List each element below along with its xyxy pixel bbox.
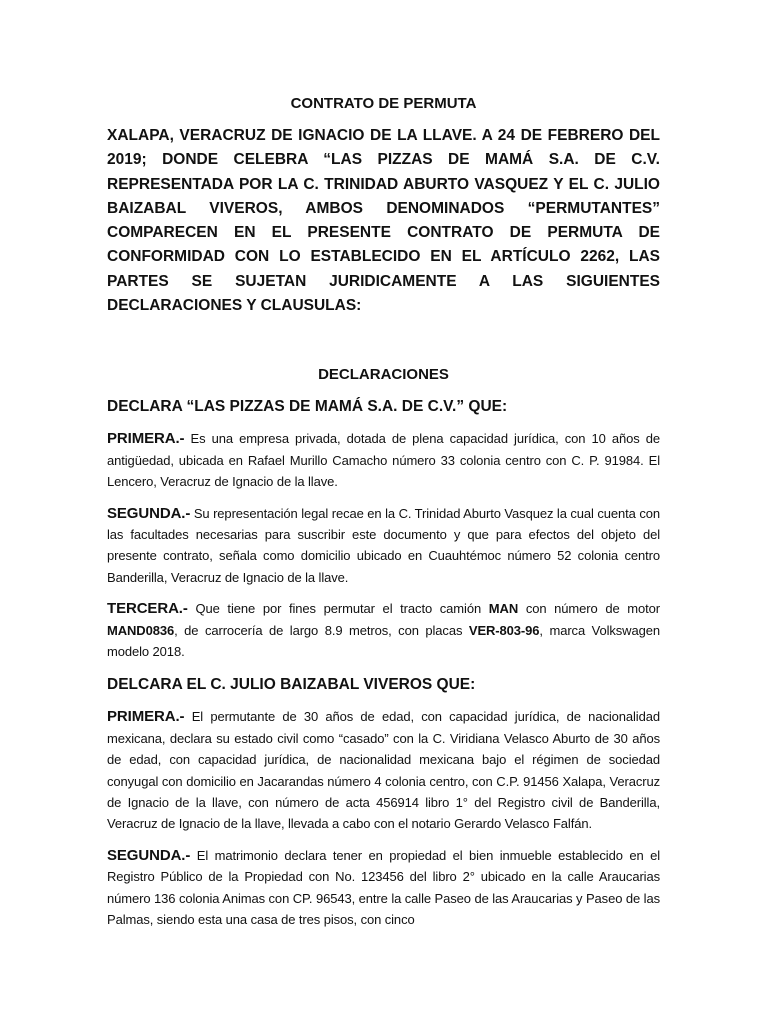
clause-text: Que tiene por fines permutar el tracto camión xyxy=(195,601,482,617)
clause-text: Su representación legal recae en la C. Trinidad Aburto Vasquez la cual cuenta con las facultades necesarias para suscribir este documento y que para efectos del objeto del presente contrato, señala como domicilio ubicado en Cuauhtémoc número 52 colonia centro Banderilla, Veracruz de Ignacio de la llave. xyxy=(107,505,660,585)
clause-lead: SEGUNDA.- xyxy=(107,504,191,522)
clause-text: El matrimonio declara tener en propiedad el bien inmueble establecido en el Registro Público de la Propiedad con No. 123456 del libro 2° ubicado en la calle Araucarias número 136 colonia Animas con CP. 96543, entre la calle Paseo de las Araucarias y Paseo de las Palmas, siendo esta una casa de tres pisos, con cinco xyxy=(107,847,660,928)
party1-clause-primera xyxy=(107,428,660,492)
clause-lead: SEGUNDA.- xyxy=(107,846,191,864)
clause-text: El permutante de 30 años de edad, con capacidad jurídica, de nacionalidad mexicana, declara su estado civil como “casado” con la C. Viridiana Velasco Aburto de 30 años de edad, con capacidad jurídica, de nacionalidad mexicana bajo el régimen de sociedad conyugal con domicilio en Jacarandas número 4 colonia centro, con C.P. 91456 Xalapa, Veracruz de Ignacio de la llave, con número de acta 456914 libro 1° del Registro civil de Banderilla, Veracruz de Ignacio de la llave, llevada a cabo con el notario Gerardo Velasco Falfán. xyxy=(107,709,660,832)
party2-clause-segunda xyxy=(107,845,660,931)
license-plate: VER-803-96 xyxy=(468,622,540,638)
engine-number: MAND0836 xyxy=(107,622,175,638)
clause-text: , marca Volkswagen modelo 2018. xyxy=(107,622,660,660)
clause-lead: PRIMERA.- xyxy=(107,708,185,726)
document-body xyxy=(107,95,660,941)
intro-paragraph: XALAPA, VERACRUZ DE IGNACIO DE LA LLAVE. A 24 DE FEBRERO DEL 2019; DONDE CELEBRA “LAS PIZZAS DE MAMÁ S.A. DE C.V. REPRESENTADA POR LA C. TRINIDAD ABURTO VASQUEZ Y EL C. JULIO BAIZABAL VIVEROS, AMBOS DENOMINADOS “PERMUTANTES” COMPARECEN EN EL PRESENTE CONTRATO DE PERMUTA DE CONFORMIDAD CON LO ESTABLECIDO EN EL ARTÍCULO 2262, LAS PARTES SE SUJETAN JURIDICAMENTE A LAS SIGUIENTES DECLARACIONES Y CLAUSULAS: xyxy=(107,127,660,315)
clause-text: con número de motor xyxy=(525,601,661,617)
document-title: CONTRATO DE PERMUTA xyxy=(290,95,477,112)
clause-lead: TERCERA.- xyxy=(107,600,188,618)
party1-clause-segunda xyxy=(107,503,660,589)
clause-text: Es una empresa privada, dotada de plena capacidad jurídica, con 10 años de antigüedad, ubicada en Rafael Murillo Camacho número 33 colonia centro con C. P. 91984. El Lencero, Veracruz de Ignacio de la llave. xyxy=(107,431,660,490)
party1-heading: DECLARA “LAS PIZZAS DE MAMÁ S.A. DE C.V.” QUE: xyxy=(107,398,508,416)
party1-clause-tercera xyxy=(107,598,660,662)
party2-heading: DELCARA EL C. JULIO BAIZABAL VIVEROS QUE: xyxy=(107,676,476,694)
party2-clause-primera xyxy=(107,706,660,834)
declarations-title: DECLARACIONES xyxy=(318,366,449,384)
truck-brand: MAN xyxy=(488,601,519,617)
clause-lead: PRIMERA.- xyxy=(107,430,185,448)
clause-text: , de carrocería de largo 8.9 metros, con placas xyxy=(174,622,463,638)
